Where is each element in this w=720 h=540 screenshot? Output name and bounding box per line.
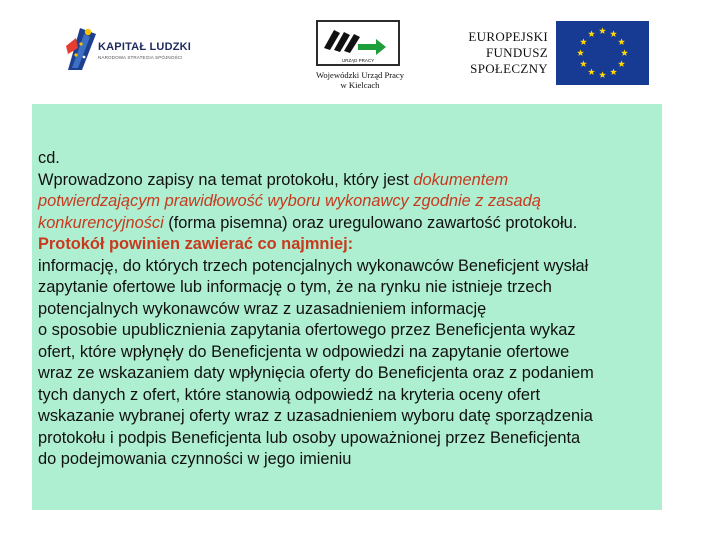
eu-star-icon bbox=[621, 49, 628, 56]
eu-star-icon bbox=[618, 38, 625, 45]
paragraph-line bbox=[38, 191, 670, 213]
eu-star-icon bbox=[618, 60, 625, 67]
eu-star-icon bbox=[599, 71, 606, 78]
eu-stars bbox=[556, 21, 649, 85]
eu-star-icon bbox=[588, 30, 595, 37]
highlight-text: konkurencyjności bbox=[38, 213, 164, 232]
eu-star-icon bbox=[610, 68, 617, 75]
protocol-heading: Protokół powinien zawierać co najmniej: bbox=[38, 235, 354, 253]
wup-caption-line1: Wojewódzki Urząd Pracy bbox=[315, 70, 405, 80]
eu-star-icon bbox=[580, 60, 587, 67]
body-line: zapytanie ofertowe lub informację o tym, że na rynku nie istnieje trzech bbox=[38, 278, 552, 296]
paragraph-text: Wprowadzono zapisy na temat protokołu, który jest bbox=[38, 170, 414, 189]
kapital-ludzki-title: KAPITAŁ LUDZKI bbox=[98, 41, 192, 53]
highlight-text: dokumentem bbox=[413, 170, 509, 189]
eu-star-icon bbox=[588, 68, 595, 75]
wup-caption bbox=[300, 70, 420, 90]
paragraph-line bbox=[38, 213, 670, 235]
body-line: ofert, które wpłynęły do Beneficjenta w odpowiedzi na zapytanie ofertowe bbox=[38, 342, 570, 361]
body-line: wraz ze wskazaniem daty wpłynięcia oferty do Beneficjenta oraz z podaniem bbox=[38, 364, 594, 382]
body-line: protokołu i podpis Beneficjenta lub osoby upoważnionej przez Beneficjenta bbox=[38, 428, 581, 447]
intro-text: cd. bbox=[38, 149, 60, 167]
wup-logo-text: URZĄD PRACY bbox=[341, 58, 375, 63]
paragraph-line bbox=[38, 170, 670, 192]
eu-flag-icon bbox=[556, 21, 649, 85]
body-line: tych danych z ofert, które stanowią odpowiedź na kryteria oceny ofert bbox=[38, 385, 540, 404]
efs-label bbox=[452, 29, 548, 77]
highlight-text: potwierdzającym prawidłowość wyboru wykonawcy zgodnie z zasadą bbox=[38, 192, 541, 210]
wup-emblem-icon bbox=[318, 22, 398, 64]
eu-star-icon bbox=[577, 49, 584, 56]
eu-star-icon bbox=[580, 38, 587, 45]
wup-logo-box bbox=[316, 20, 400, 66]
body-line: informację, do których trzech potencjalnych wykonawców Beneficjent wysłał bbox=[38, 256, 589, 275]
content-text bbox=[38, 148, 670, 471]
efs-line3: SPOŁECZNY bbox=[470, 61, 548, 76]
wup-caption-line2: w Kielcach bbox=[340, 80, 380, 90]
kapital-ludzki-subtitle: NARODOWA STRATEGIA SPÓJNOŚCI bbox=[98, 55, 183, 60]
paragraph-text: (forma pisemna) oraz uregulowano zawartość protokołu. bbox=[163, 213, 578, 232]
efs-line2: FUNDUSZ bbox=[485, 45, 548, 60]
body-line: potencjalnych wykonawców wraz z uzasadnieniem informację bbox=[38, 299, 487, 318]
body-line: do podejmowania czynności w jego imieniu bbox=[38, 450, 352, 468]
eu-star-icon bbox=[599, 27, 606, 34]
body-line: wskazanie wybranej oferty wraz z uzasadnieniem wyboru datę sporządzenia bbox=[38, 407, 593, 425]
efs-line1: EUROPEJSKI bbox=[468, 29, 548, 44]
eu-star-icon bbox=[610, 30, 617, 37]
body-line: o sposobie upublicznienia zapytania ofertowego przez Beneficjenta wykaz bbox=[38, 321, 576, 339]
